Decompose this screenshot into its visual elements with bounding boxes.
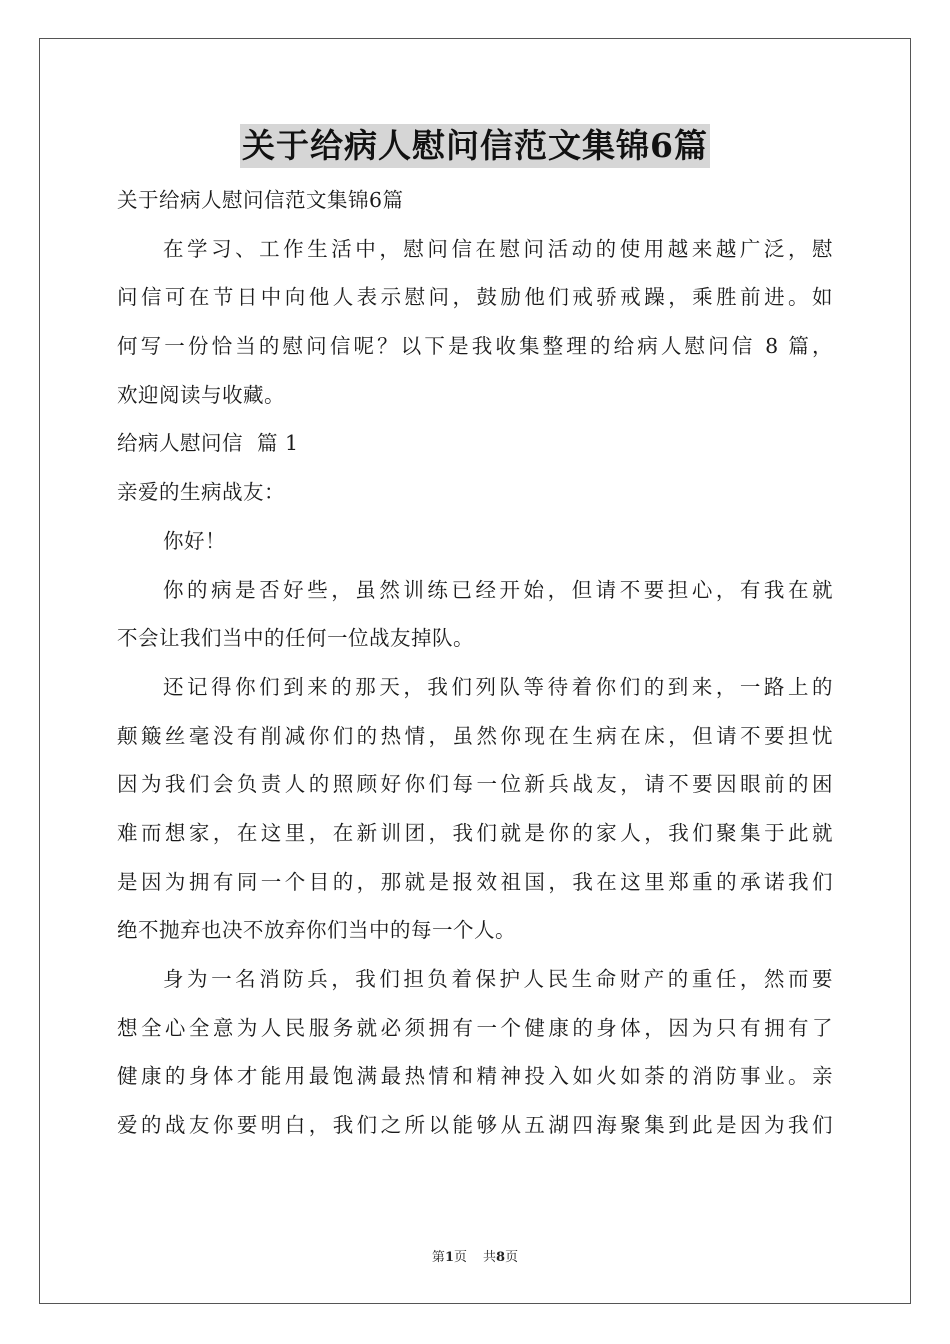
total-suffix: 页 <box>505 1250 519 1265</box>
page-suffix: 页 <box>453 1250 467 1265</box>
page-total: 8 <box>496 1250 506 1265</box>
paragraph-line: 不会让我们当中的任何一位战友掉队。 <box>117 626 474 651</box>
paragraph-line: 还记得你们到来的那天，我们列队等待着你们的到来，一路上的 <box>163 674 833 699</box>
page-prefix: 第 <box>431 1250 445 1265</box>
title-container <box>0 124 950 168</box>
paragraph-line: 是因为拥有同一个目的，那就是报效祖国，我在这里郑重的承诺我们 <box>117 869 833 894</box>
intro-line: 问信可在节日中向他人表示慰问，鼓励他们戒骄戒躁，乘胜前进。如 <box>117 285 833 310</box>
paragraph-line: 颠簸丝毫没有削减你们的热情，虽然你现在生病在床，但请不要担忧 <box>117 723 833 748</box>
document-title: 关于给病人慰问信范文集锦6篇 <box>240 124 710 168</box>
paragraph-line: 爱的战友你要明白，我们之所以能够从五湖四海聚集到此是因为我们 <box>117 1113 833 1138</box>
paragraph-line: 难而想家，在这里，在新训团，我们就是你的家人，我们聚集于此就 <box>117 820 833 845</box>
paragraph-line: 健康的身体才能用最饱满最热情和精神投入如火如荼的消防事业。亲 <box>117 1064 833 1089</box>
paragraph-line: 绝不抛弃也决不放弃你们当中的每一个人。 <box>117 918 516 943</box>
page-footer <box>0 1246 950 1265</box>
paragraph-line: 想全心全意为人民服务就必须拥有一个健康的身体，因为只有拥有了 <box>117 1015 833 1040</box>
paragraph-line: 你的病是否好些，虽然训练已经开始，但请不要担心，有我在就 <box>163 577 833 602</box>
intro-line: 何写一份恰当的慰问信呢？以下是我收集整理的给病人慰问信 8 篇， <box>117 334 833 359</box>
page-current: 1 <box>444 1250 454 1265</box>
paragraph-line: 身为一名消防兵，我们担负着保护人民生命财产的重任，然而要 <box>163 967 833 991</box>
total-prefix: 共 <box>483 1250 497 1265</box>
intro-line: 在学习、工作生活中，慰问信在慰问活动的使用越来越广泛，慰 <box>163 236 833 261</box>
document-body <box>117 176 833 1150</box>
subtitle: 关于给病人慰问信范文集锦6篇 <box>117 188 404 212</box>
intro-line: 欢迎阅读与收藏。 <box>117 382 285 407</box>
section-heading: 给病人慰问信 篇 1 <box>117 431 299 456</box>
paragraph-line: 因为我们会负责人的照顾好你们每一位新兵战友，请不要因眼前的困 <box>117 772 833 797</box>
salutation: 亲爱的生病战友： <box>117 480 285 505</box>
greeting: 你好！ <box>163 528 226 553</box>
